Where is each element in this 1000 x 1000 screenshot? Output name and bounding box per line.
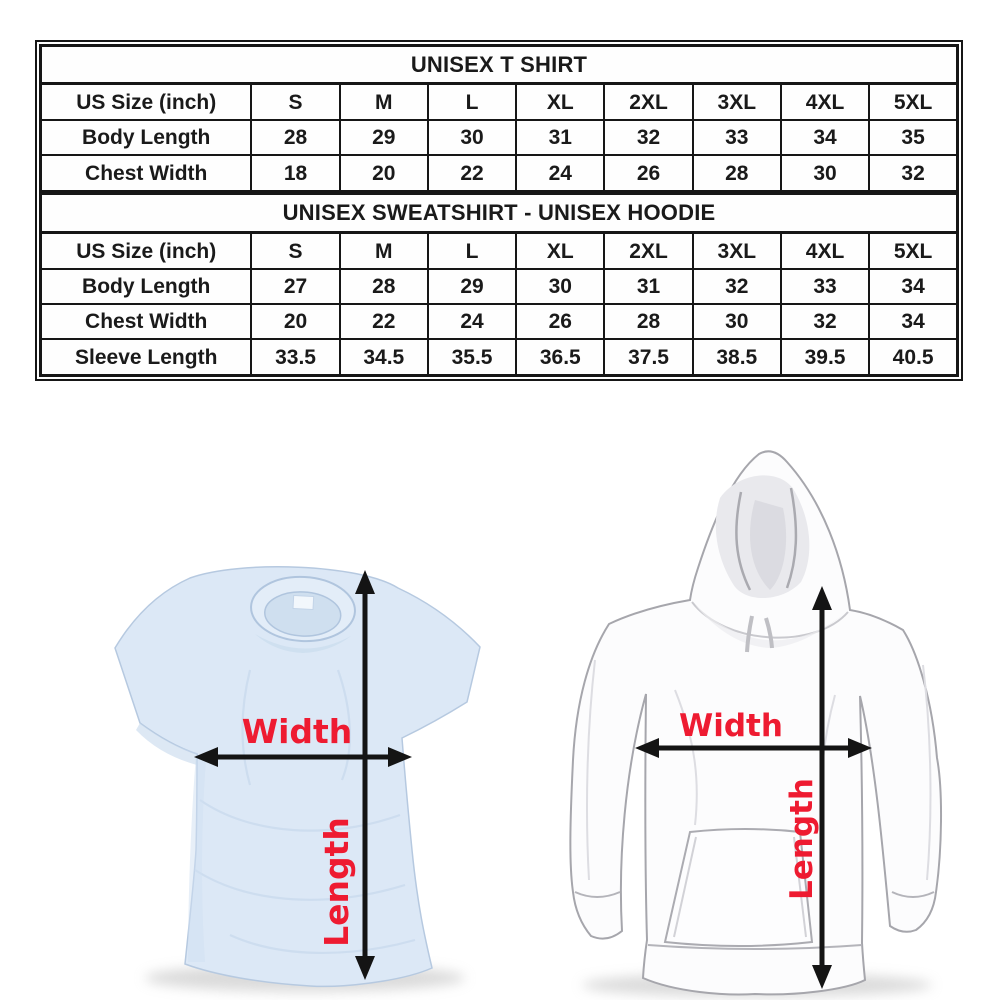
size-value-cell: 20 (340, 155, 428, 193)
size-value-cell: 22 (340, 304, 428, 339)
size-value-cell: 31 (604, 269, 692, 304)
row-label-chest-width: Chest Width (41, 304, 252, 339)
size-value-cell: 40.5 (869, 339, 957, 375)
size-value-cell: 34 (869, 304, 957, 339)
size-value-cell: 33 (781, 269, 869, 304)
size-value-cell: 36.5 (516, 339, 604, 375)
row-label-body-length: Body Length (41, 269, 252, 304)
size-value-cell: 26 (516, 304, 604, 339)
size-col-header: XL (516, 233, 604, 269)
size-col-header: L (428, 233, 516, 269)
size-value-cell: 35 (869, 120, 957, 155)
row-label-body-length: Body Length (41, 120, 252, 155)
hoodie-width-label: Width (679, 708, 783, 744)
row-label-chest-width: Chest Width (41, 155, 252, 193)
size-value-cell: 26 (604, 155, 692, 193)
size-value-cell: 30 (516, 269, 604, 304)
size-value-cell: 27 (251, 269, 339, 304)
size-col-header: 3XL (693, 233, 781, 269)
size-value-cell: 32 (869, 155, 957, 193)
hoodie-image (545, 440, 975, 1000)
tshirt-width-label: Width (241, 712, 353, 751)
size-value-cell: 28 (693, 155, 781, 193)
size-col-header: XL (516, 84, 604, 120)
size-value-cell: 30 (428, 120, 516, 155)
size-value-cell: 18 (251, 155, 339, 193)
size-col-header: M (340, 233, 428, 269)
size-value-cell: 30 (693, 304, 781, 339)
size-col-header: S (251, 84, 339, 120)
size-col-header: 2XL (604, 84, 692, 120)
size-value-cell: 39.5 (781, 339, 869, 375)
hoodie-length-label: Length (784, 778, 820, 900)
section-title-sweatshirt-hoodie: UNISEX SWEATSHIRT - UNISEX HOODIE (41, 193, 958, 233)
size-value-cell: 33.5 (251, 339, 339, 375)
size-col-header: M (340, 84, 428, 120)
size-value-cell: 34.5 (340, 339, 428, 375)
row-label-us-size: US Size (inch) (41, 84, 252, 120)
size-value-cell: 29 (340, 120, 428, 155)
size-chart-table (35, 40, 963, 381)
size-value-cell: 28 (604, 304, 692, 339)
size-value-cell: 32 (781, 304, 869, 339)
size-col-header: L (428, 84, 516, 120)
tshirt-length-label: Length (317, 817, 356, 947)
tshirt-image (100, 550, 500, 1000)
size-col-header: 5XL (869, 233, 957, 269)
row-label-us-size: US Size (inch) (41, 233, 252, 269)
size-value-cell: 38.5 (693, 339, 781, 375)
section-title-tshirt: UNISEX T SHIRT (41, 46, 958, 84)
size-value-cell: 35.5 (428, 339, 516, 375)
size-value-cell: 20 (251, 304, 339, 339)
size-value-cell: 22 (428, 155, 516, 193)
size-col-header: 2XL (604, 233, 692, 269)
size-value-cell: 32 (604, 120, 692, 155)
size-value-cell: 37.5 (604, 339, 692, 375)
size-col-header: S (251, 233, 339, 269)
size-value-cell: 29 (428, 269, 516, 304)
size-value-cell: 32 (693, 269, 781, 304)
size-value-cell: 34 (781, 120, 869, 155)
size-value-cell: 30 (781, 155, 869, 193)
size-col-header: 5XL (869, 84, 957, 120)
hoodie-measurement-diagram (545, 440, 975, 1000)
row-label-sleeve-length: Sleeve Length (41, 339, 252, 375)
size-value-cell: 24 (516, 155, 604, 193)
size-value-cell: 28 (340, 269, 428, 304)
size-value-cell: 28 (251, 120, 339, 155)
size-col-header: 4XL (781, 233, 869, 269)
tshirt-measurement-diagram (100, 550, 500, 1000)
size-col-header: 4XL (781, 84, 869, 120)
size-value-cell: 31 (516, 120, 604, 155)
size-value-cell: 33 (693, 120, 781, 155)
size-value-cell: 24 (428, 304, 516, 339)
size-col-header: 3XL (693, 84, 781, 120)
size-value-cell: 34 (869, 269, 957, 304)
